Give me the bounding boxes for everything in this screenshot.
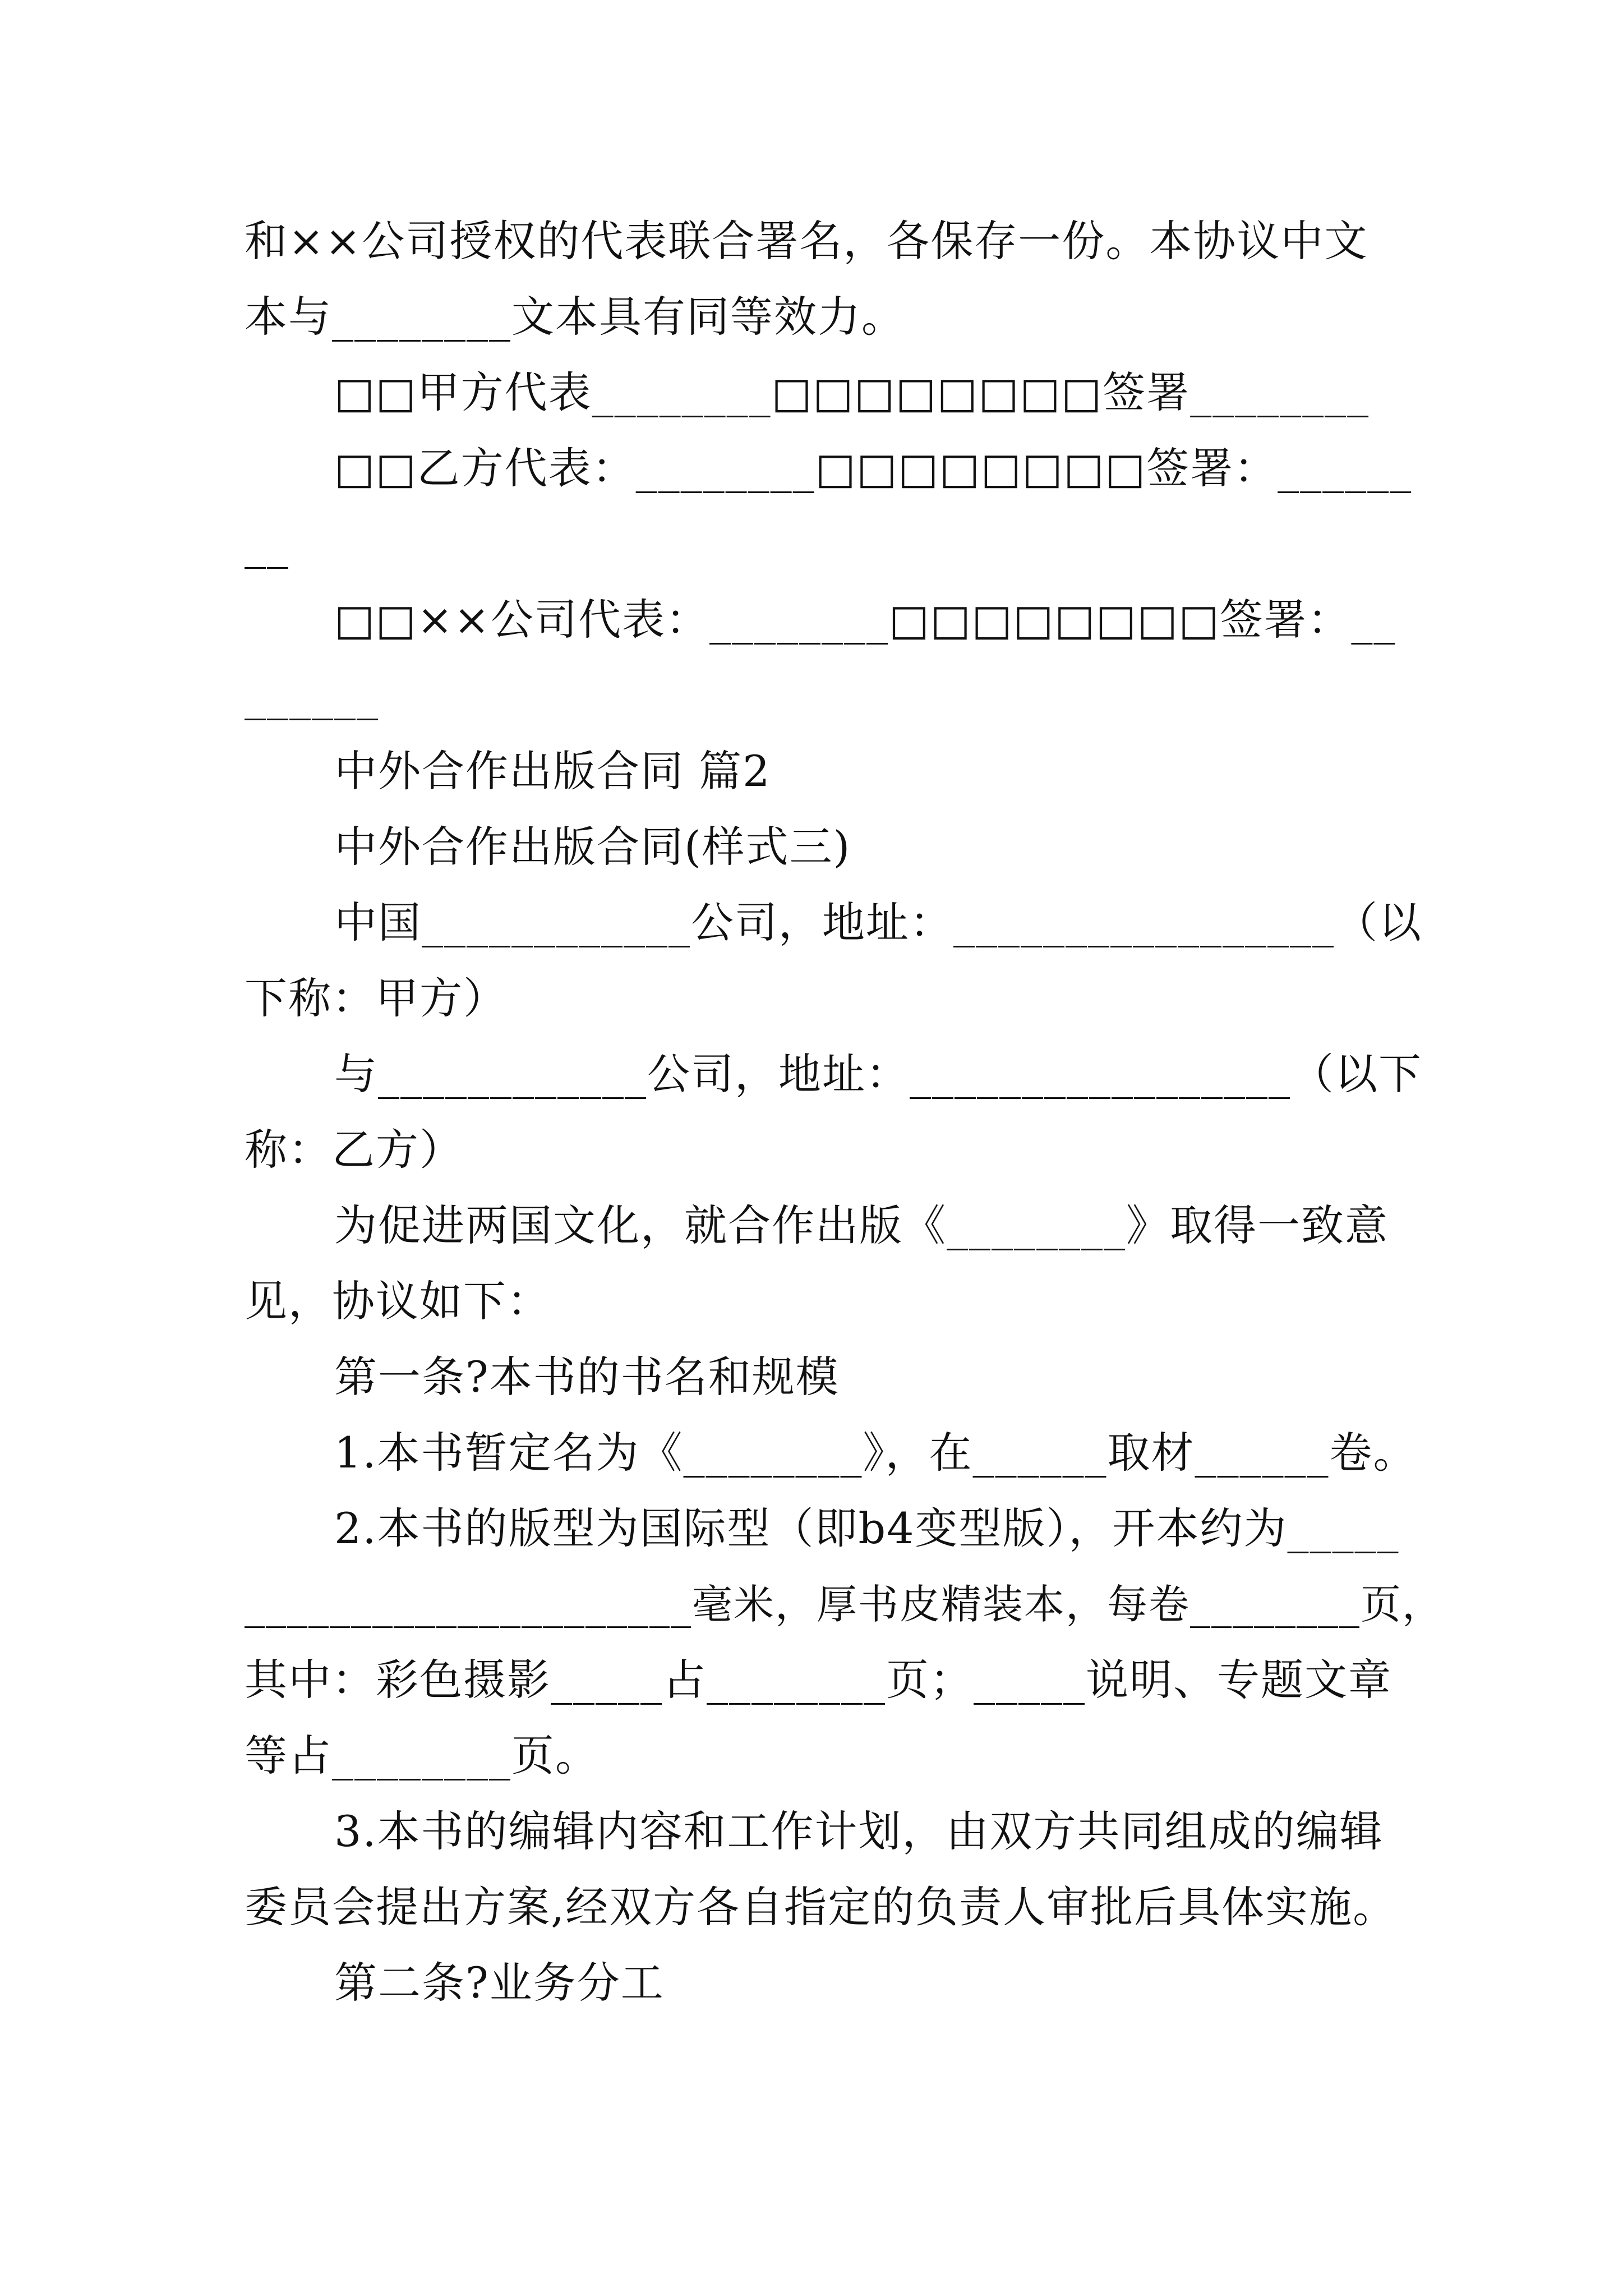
article-heading-1: 第一条?本书的书名和规模 [334, 1352, 840, 1402]
text-line-7: ______ [245, 670, 379, 720]
text-line-12: 与____________公司，地址：_________________（以下 [334, 1049, 1422, 1099]
text-line-10: 中国____________公司，地址：_________________（以 [334, 898, 1422, 947]
text-line-19: _____________________毫米，厚书皮精装本，每卷________页， [245, 1581, 1444, 1628]
article-heading-2: 第二条?业务分工 [334, 1958, 665, 2008]
text-line-1: 和××公司授权的代表联合署名，各保存一份。本协议中文 [245, 216, 1368, 266]
text-line-20: 其中：彩色摄影_____占________页；_____说明、专题文章 [245, 1655, 1392, 1705]
text-line-22: 3.本书的编辑内容和工作计划，由双方共同组成的编辑 [334, 1806, 1384, 1856]
text-line-14: 为促进两国文化，就合作出版《________》取得一致意 [334, 1200, 1389, 1250]
text-line-3: □□甲方代表________□□□□□□□□签署________ [334, 367, 1370, 417]
contract-title: 中外合作出版合同(样式三) [334, 822, 851, 872]
text-line-17: 1.本书暂定名为《________》，在______取材______卷。 [334, 1428, 1417, 1478]
text-line-15: 见，协议如下： [245, 1276, 551, 1326]
section-heading: 中外合作出版合同 篇2 [334, 746, 771, 796]
text-line-11: 下称：甲方） [245, 973, 507, 1023]
text-line-21: 等占________页。 [245, 1731, 599, 1780]
text-line-6: □□××公司代表：________□□□□□□□□签署：__ [334, 595, 1396, 645]
text-line-18: 2.本书的版型为国际型（即b4变型版），开本约为_____ [334, 1503, 1400, 1553]
text-line-5: __ [245, 519, 289, 569]
text-line-13: 称：乙方） [245, 1125, 463, 1175]
text-line-2: 本与________文本具有同等效力。 [245, 292, 905, 342]
text-line-4: □□乙方代表：________□□□□□□□□签署：______ [334, 443, 1413, 493]
text-line-23: 委员会提出方案,经双方各自指定的负责人审批后具体实施。 [245, 1882, 1397, 1932]
